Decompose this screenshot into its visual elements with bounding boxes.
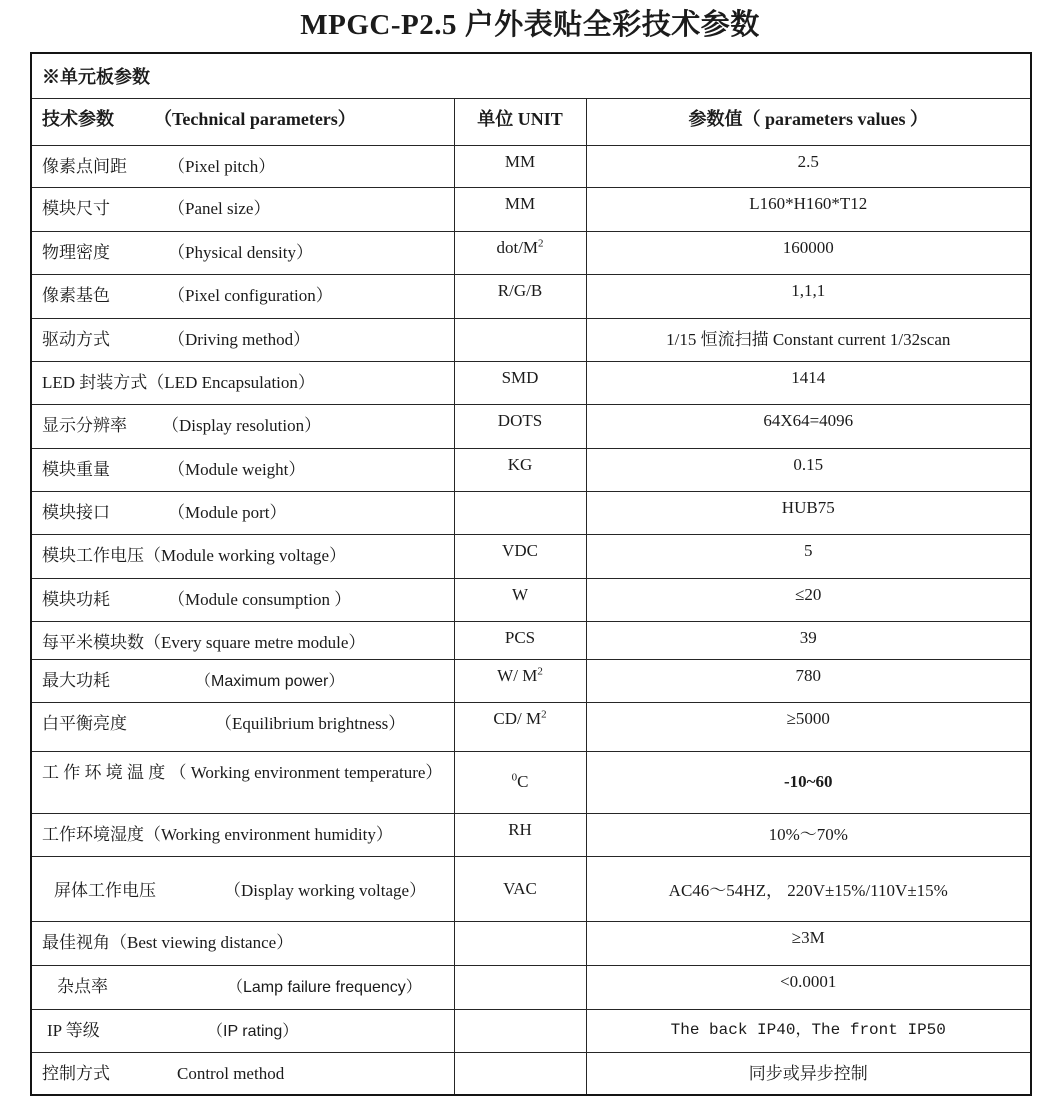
param-label-en: （Every square metre module） (144, 632, 366, 652)
param-label-en: （Display resolution） (162, 415, 322, 435)
param-label-zh: 模块接口 (42, 502, 110, 522)
param-cell (31, 231, 454, 274)
unit-cell (454, 1009, 586, 1052)
param-label-zh: 最佳视角 (42, 932, 110, 952)
value-cell: -10~60 (586, 751, 1031, 813)
value-cell: <0.0001 (586, 965, 1031, 1009)
param-cell (31, 702, 454, 751)
param-label-zh: 像素基色 (42, 285, 110, 305)
param-label-en: （Physical density） (168, 242, 313, 262)
param-label-zh: 模块工作电压 (42, 545, 144, 565)
column-header-unit: 单位 UNIT (454, 98, 586, 145)
value-cell: 1,1,1 (586, 274, 1031, 318)
value-cell: 2.5 (586, 145, 1031, 187)
unit-cell: MM (454, 187, 586, 231)
table-row (31, 187, 1031, 231)
unit-cell: R/G/B (454, 274, 586, 318)
value-cell: 5 (586, 534, 1031, 578)
section-header-row (31, 53, 1031, 98)
param-cell (31, 491, 454, 534)
param-cell (31, 813, 454, 856)
section-header-cell: ※单元板参数 (31, 53, 1031, 98)
column-header-param-en: （Technical parameters） (154, 108, 356, 129)
param-label-en: （Panel size） (168, 198, 271, 218)
unit-cell: RH (454, 813, 586, 856)
param-label-zh: 模块重量 (42, 459, 110, 479)
param-label-en: （Pixel configuration） (168, 285, 333, 305)
param-cell (31, 856, 454, 921)
param-cell (31, 621, 454, 659)
value-cell: The back IP40，The front IP50 (586, 1009, 1031, 1052)
param-cell (31, 187, 454, 231)
table-row (31, 965, 1031, 1009)
param-cell (31, 145, 454, 187)
table-row (31, 404, 1031, 448)
param-cell: 工 作 环 境 温 度 （ Working environment temperature） (31, 751, 454, 813)
page-title: MPGC-P2.5 户外表贴全彩技术参数 (300, 9, 760, 41)
unit-cell (454, 921, 586, 965)
param-label-en: （Working environment humidity） (144, 824, 393, 844)
table-row (31, 659, 1031, 702)
param-label-en: （Lamp failure frequency） (227, 978, 422, 996)
unit-cell (454, 1052, 586, 1095)
unit-cell: W/ $M^2$ (454, 659, 586, 702)
param-cell (31, 1009, 454, 1052)
param-label-zh: 像素点间距 (42, 156, 127, 176)
param-cell (31, 448, 454, 491)
param-label-en: （Module port） (168, 502, 287, 522)
value-cell: HUB75 (586, 491, 1031, 534)
table-row (31, 448, 1031, 491)
unit-cell: DOTS (454, 404, 586, 448)
table-row (31, 145, 1031, 187)
column-header-row (31, 98, 1031, 145)
table-row (31, 318, 1031, 361)
param-cell (31, 1052, 454, 1095)
value-cell: ≤20 (586, 578, 1031, 621)
param-label-zh: 物理密度 (42, 242, 110, 262)
spec-table (30, 52, 1032, 1096)
param-label-zh: 模块功耗 (42, 589, 110, 609)
param-label-en: （Module weight） (168, 459, 306, 479)
table-row (31, 534, 1031, 578)
param-label-en: （Module working voltage） (144, 545, 347, 565)
param-label-zh: 控制方式 (42, 1063, 110, 1083)
param-label-zh: 工作环境湿度 (42, 824, 144, 844)
table-row (31, 1009, 1031, 1052)
param-label-zh: 屏体工作电压 (54, 881, 156, 900)
param-label-en: （Maximum power） (195, 672, 345, 690)
table-row (31, 361, 1031, 404)
param-label-en: （IP rating） (207, 1022, 299, 1040)
unit-cell: dot/$M^2$ (454, 231, 586, 274)
unit-cell: W (454, 578, 586, 621)
param-cell (31, 534, 454, 578)
param-label-en: （Display working voltage） (224, 881, 427, 900)
value-cell: 780 (586, 659, 1031, 702)
table-row (31, 856, 1031, 921)
param-cell (31, 659, 454, 702)
unit-cell: MM (454, 145, 586, 187)
unit-cell: VDC (454, 534, 586, 578)
param-cell (31, 965, 454, 1009)
unit-cell: VAC (454, 856, 586, 921)
table-row (31, 231, 1031, 274)
param-cell (31, 921, 454, 965)
unit-cell (454, 965, 586, 1009)
param-cell (31, 578, 454, 621)
unit-cell: CD/ $M^2$ (454, 702, 586, 751)
value-cell: 64X64=4096 (586, 404, 1031, 448)
unit-cell: PCS (454, 621, 586, 659)
table-row (31, 578, 1031, 621)
value-cell: 39 (586, 621, 1031, 659)
value-cell: 同步或异步控制 (586, 1052, 1031, 1095)
value-cell: AC46～54HZ， 220V±15%/110V±15% (586, 856, 1031, 921)
table-row (31, 491, 1031, 534)
param-label-zh: 杂点率 (57, 976, 108, 996)
unit-cell (454, 318, 586, 361)
table-row (31, 751, 1031, 813)
param-label-zh: LED 封装方式 (42, 372, 148, 392)
table-row (31, 621, 1031, 659)
param-cell (31, 274, 454, 318)
param-label-zh: 最大功耗 (42, 670, 110, 690)
param-label-en: （Driving method） (168, 329, 311, 349)
table-row (31, 921, 1031, 965)
table-row (31, 702, 1031, 751)
unit-cell: SMD (454, 361, 586, 404)
table-row (31, 274, 1031, 318)
column-header-value: 参数值（ parameters values ） (586, 98, 1031, 145)
value-cell: 0.15 (586, 448, 1031, 491)
column-header-param (31, 98, 454, 145)
column-header-param-zh: 技术参数 (42, 108, 114, 129)
param-label-en: （Best viewing distance） (110, 932, 294, 952)
param-label-zh: 驱动方式 (42, 329, 110, 349)
param-label-en: Control method (177, 1063, 285, 1083)
param-label-zh: 显示分辨率 (42, 415, 127, 435)
param-label-en: （Pixel pitch） (168, 156, 276, 176)
param-label-en: （LED Encapsulation） (147, 372, 315, 392)
unit-cell (454, 491, 586, 534)
param-cell (31, 404, 454, 448)
unit-cell: $^0$C (454, 751, 586, 813)
param-label-zh: 每平米模块数 (42, 632, 144, 652)
value-cell: ≥3M (586, 921, 1031, 965)
table-body (31, 53, 1031, 1095)
param-cell (31, 318, 454, 361)
value-cell: ≥5000 (586, 702, 1031, 751)
param-label-zh: 白平衡亮度 (42, 713, 127, 733)
param-label-en: （Equilibrium brightness） (215, 713, 406, 733)
page (0, 2, 1048, 1096)
table-row (31, 1052, 1031, 1095)
value-cell: 10%～70% (586, 813, 1031, 856)
param-label-zh: 模块尺寸 (42, 198, 110, 218)
value-cell: 1/15 恒流扫描 Constant current 1/32scan (586, 318, 1031, 361)
value-cell: 160000 (586, 231, 1031, 274)
value-cell: 1414 (586, 361, 1031, 404)
param-label-zh: IP 等级 (47, 1020, 100, 1040)
param-cell (31, 361, 454, 404)
unit-cell: KG (454, 448, 586, 491)
value-cell: L160*H160*T12 (586, 187, 1031, 231)
table-row (31, 813, 1031, 856)
param-label-en: （Module consumption ） (168, 589, 352, 609)
